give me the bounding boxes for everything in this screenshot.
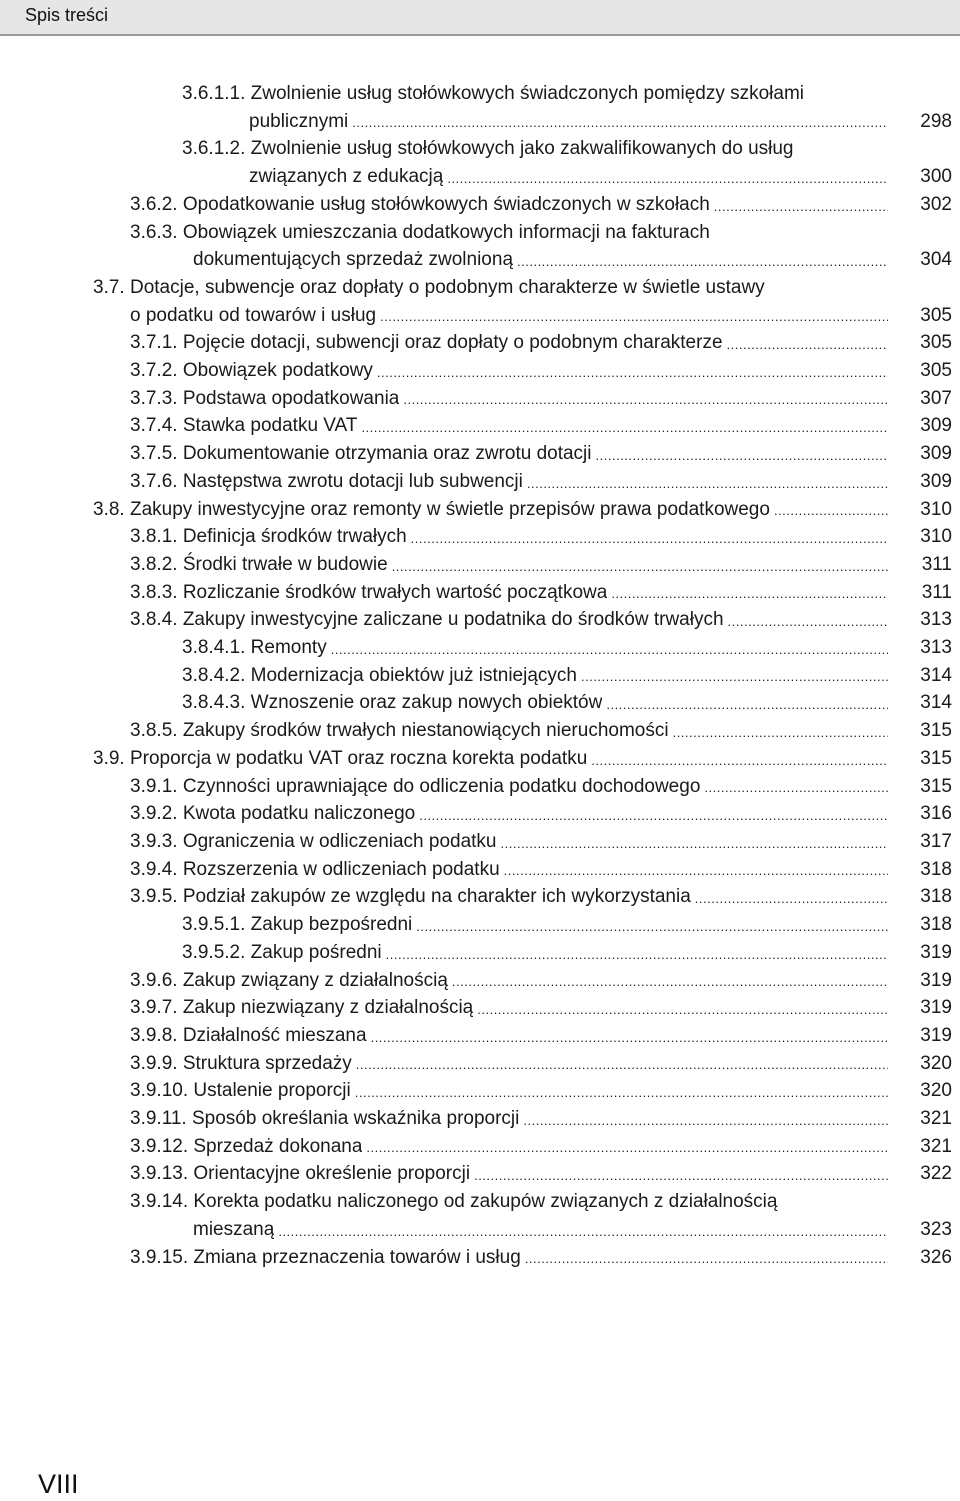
toc-page-number: 320 — [920, 1080, 952, 1102]
toc-entry-title — [0, 856, 888, 884]
toc-entry[interactable] — [0, 80, 960, 135]
toc-page-number: 310 — [920, 526, 952, 548]
dot-leader — [419, 801, 888, 828]
toc-page-number: 314 — [920, 692, 952, 714]
toc-entry[interactable] — [0, 1188, 960, 1243]
toc-entry-line: 3.6.1.2. Zwolnienie usług stołówkowych jako zakwalifikowanych do usług — [182, 138, 794, 160]
dot-leader — [392, 552, 888, 579]
toc-page-number: 309 — [920, 443, 952, 465]
toc-entry-line: 3.8.3. Rozliczanie środków trwałych wartość początkowa — [130, 581, 608, 603]
toc-entry-line: 3.8.4.2. Modernizacja obiektów już istniejących — [182, 664, 577, 686]
toc-entry[interactable] — [0, 967, 960, 995]
toc-entry-title — [0, 1077, 888, 1105]
toc-entry-title — [0, 800, 888, 828]
toc-page-number: 298 — [920, 110, 952, 132]
toc-entry-line: związanych z edukacją — [249, 166, 444, 188]
toc-entry[interactable] — [0, 606, 960, 634]
toc-entry-line: 3.9.8. Działalność mieszana — [130, 1024, 367, 1046]
toc-page-number: 300 — [920, 166, 952, 188]
toc-entry-title — [0, 689, 888, 717]
toc-entry-title — [0, 634, 888, 662]
toc-entry-title — [0, 967, 888, 995]
toc-page-number: 317 — [920, 830, 952, 852]
toc-entry-line: 3.8.4. Zakupy inwestycyjne zaliczane u podatnika do środków trwałych — [130, 609, 724, 631]
toc-entry-line: 3.9.6. Zakup związany z działalnością — [130, 969, 448, 991]
toc-entry[interactable] — [0, 883, 960, 911]
toc-entry[interactable] — [0, 191, 960, 219]
toc-entry[interactable] — [0, 523, 960, 551]
toc-entry-line: 3.7.1. Pojęcie dotacji, subwencji oraz dopłaty o podobnym charakterze — [130, 332, 723, 354]
toc-page-number: 313 — [920, 609, 952, 631]
toc-entry-line: 3.9.9. Struktura sprzedaży — [130, 1052, 352, 1074]
toc-entry[interactable] — [0, 911, 960, 939]
dot-leader — [371, 1023, 888, 1050]
toc-entry[interactable] — [0, 357, 960, 385]
toc-entry-title — [0, 551, 888, 579]
toc-entry-line: mieszaną — [193, 1218, 275, 1240]
toc-entry-title — [0, 274, 888, 329]
dot-leader — [474, 1161, 888, 1188]
table-of-contents — [0, 80, 960, 1271]
toc-page-number: 307 — [920, 387, 952, 409]
toc-entry[interactable] — [0, 1133, 960, 1161]
dot-leader — [606, 690, 888, 717]
toc-entry-title — [0, 745, 888, 773]
toc-entry-line: 3.9.14. Korekta podatku naliczonego od zakupów związanych z działalnością — [130, 1191, 778, 1213]
dot-leader — [403, 385, 888, 412]
toc-entry-title — [0, 994, 888, 1022]
dot-leader — [525, 1244, 888, 1271]
toc-entry[interactable] — [0, 662, 960, 690]
dot-leader — [523, 1106, 888, 1133]
toc-entry[interactable] — [0, 219, 960, 274]
toc-entry-line: 3.8.2. Środki trwałe w budowie — [130, 553, 388, 575]
toc-page-number: 326 — [920, 1246, 952, 1268]
toc-entry[interactable] — [0, 773, 960, 801]
toc-entry-title — [0, 911, 888, 939]
toc-entry-title — [0, 662, 888, 690]
toc-entry[interactable] — [0, 135, 960, 190]
dot-leader — [377, 358, 888, 385]
toc-entry-line: 3.7.6. Następstwa zwrotu dotacji lub subwencji — [130, 470, 523, 492]
toc-page-number: 311 — [921, 553, 952, 575]
toc-entry-line: 3.6.3. Obowiązek umieszczania dodatkowych informacji na fakturach — [130, 221, 710, 243]
toc-entry-title — [0, 440, 888, 468]
toc-entry[interactable] — [0, 800, 960, 828]
toc-entry[interactable] — [0, 1105, 960, 1133]
toc-page-number: 305 — [920, 304, 952, 326]
toc-entry-line: 3.7.5. Dokumentowanie otrzymania oraz zwrotu dotacji — [130, 443, 592, 465]
dot-leader — [386, 940, 888, 967]
toc-entry-title — [0, 1050, 888, 1078]
toc-entry-line: 3.9.5. Podział zakupów ze względu na charakter ich wykorzystania — [130, 886, 691, 908]
dot-leader — [416, 912, 888, 939]
dot-leader — [695, 884, 888, 911]
toc-entry-title — [0, 1160, 888, 1188]
toc-entry[interactable] — [0, 1022, 960, 1050]
dot-leader — [704, 773, 888, 800]
dot-leader — [581, 662, 888, 689]
page-number-footer: VIII — [38, 1469, 79, 1499]
dot-leader — [411, 524, 888, 551]
toc-entry-title — [0, 1188, 888, 1243]
toc-page-number: 322 — [920, 1163, 952, 1185]
toc-entry[interactable] — [0, 634, 960, 662]
toc-entry[interactable] — [0, 329, 960, 357]
toc-page-number: 323 — [920, 1218, 952, 1240]
toc-entry-line: 3.8.4.3. Wznoszenie oraz zakup nowych obiektów — [182, 692, 603, 714]
dot-leader — [501, 829, 888, 856]
toc-page-number: 318 — [920, 886, 952, 908]
toc-entry[interactable] — [0, 1244, 960, 1272]
toc-entry-line: 3.7.4. Stawka podatku VAT — [130, 415, 358, 437]
toc-page-number: 314 — [920, 664, 952, 686]
dot-leader — [477, 995, 888, 1022]
dot-leader — [527, 469, 888, 496]
toc-entry-title — [0, 883, 888, 911]
toc-page-number: 310 — [920, 498, 952, 520]
dot-leader — [447, 164, 888, 191]
toc-page-number: 315 — [920, 720, 952, 742]
toc-entry-title — [0, 412, 888, 440]
toc-entry[interactable] — [0, 745, 960, 773]
toc-entry[interactable] — [0, 468, 960, 496]
toc-entry[interactable] — [0, 939, 960, 967]
toc-page-number: 320 — [920, 1052, 952, 1074]
toc-entry[interactable] — [0, 1077, 960, 1105]
dot-leader — [504, 856, 888, 883]
toc-entry-title — [0, 468, 888, 496]
toc-entry[interactable] — [0, 385, 960, 413]
toc-entry[interactable] — [0, 274, 960, 329]
toc-entry-title — [0, 828, 888, 856]
dot-leader — [452, 967, 888, 994]
dot-leader — [591, 746, 888, 773]
dot-leader — [361, 413, 888, 440]
dot-leader — [596, 441, 888, 468]
dot-leader — [517, 247, 888, 274]
toc-entry[interactable] — [0, 412, 960, 440]
toc-entry-line: publicznymi — [249, 110, 349, 132]
toc-page-number: 304 — [920, 249, 952, 271]
toc-entry[interactable] — [0, 579, 960, 607]
toc-page-number: 321 — [920, 1135, 952, 1157]
toc-entry-line: 3.7.3. Podstawa opodatkowania — [130, 387, 400, 409]
toc-page-number: 319 — [920, 941, 952, 963]
toc-entry-line: 3.9.11. Sposób określania wskaźnika proporcji — [130, 1108, 520, 1130]
toc-page-number: 309 — [920, 415, 952, 437]
toc-entry-title — [0, 329, 888, 357]
toc-entry-title — [0, 191, 888, 219]
toc-entry[interactable] — [0, 717, 960, 745]
toc-entry[interactable] — [0, 856, 960, 884]
toc-entry-title — [0, 606, 888, 634]
toc-page-number: 318 — [920, 858, 952, 880]
toc-entry-line: 3.9.15. Zmiana przeznaczenia towarów i usług — [130, 1246, 521, 1268]
dot-leader — [714, 192, 888, 219]
toc-entry-line: 3.8. Zakupy inwestycyjne oraz remonty w świetle przepisów prawa podatkowego — [93, 498, 770, 520]
toc-entry-title — [0, 135, 888, 190]
toc-entry-line: 3.7.2. Obowiązek podatkowy — [130, 360, 373, 382]
toc-entry-line: 3.9.5.1. Zakup bezpośredni — [182, 914, 413, 936]
toc-entry-title — [0, 219, 888, 274]
dot-leader — [278, 1217, 888, 1244]
toc-entry-line: 3.8.4.1. Remonty — [182, 637, 327, 659]
toc-entry-line: 3.9.12. Sprzedaż dokonana — [130, 1135, 363, 1157]
toc-page-number: 319 — [920, 969, 952, 991]
toc-page-number: 313 — [920, 637, 952, 659]
toc-entry-line: 3.8.1. Definicja środków trwałych — [130, 526, 407, 548]
toc-entry[interactable] — [0, 828, 960, 856]
toc-page-number: 309 — [920, 470, 952, 492]
toc-page-number: 316 — [920, 803, 952, 825]
toc-entry-title — [0, 1022, 888, 1050]
dot-leader — [727, 330, 888, 357]
toc-entry[interactable] — [0, 994, 960, 1022]
dot-leader — [366, 1133, 888, 1160]
section-title: Spis treści — [25, 5, 109, 25]
toc-entry[interactable] — [0, 1160, 960, 1188]
toc-entry-line: 3.8.5. Zakupy środków trwałych niestanowiących nieruchomości — [130, 720, 669, 742]
toc-entry-line: 3.9.10. Ustalenie proporcji — [130, 1080, 351, 1102]
toc-entry-line: 3.9.1. Czynności uprawniające do odliczenia podatku dochodowego — [130, 775, 701, 797]
toc-entry-line: 3.7. Dotacje, subwencje oraz dopłaty o podobnym charakterze w świetle ustawy — [93, 276, 765, 298]
dot-leader — [774, 496, 888, 523]
toc-page-number: 302 — [920, 193, 952, 215]
toc-entry-title — [0, 773, 888, 801]
toc-entry-title — [0, 80, 888, 135]
toc-entry-line: 3.6.1.1. Zwolnienie usług stołówkowych świadczonych pomiędzy szkołami — [182, 83, 805, 104]
toc-entry-title — [0, 523, 888, 551]
dot-leader — [352, 108, 888, 135]
toc-entry-title — [0, 357, 888, 385]
toc-page-number: 315 — [920, 747, 952, 769]
dot-leader — [331, 635, 888, 662]
toc-entry-title — [0, 1244, 888, 1272]
dot-leader — [673, 718, 888, 745]
toc-entry-line: 3.9.3. Ograniczenia w odliczeniach podatku — [130, 830, 497, 852]
toc-page-number: 319 — [920, 997, 952, 1019]
toc-page-number: 311 — [921, 581, 952, 603]
toc-entry[interactable] — [0, 496, 960, 524]
toc-entry-title — [0, 579, 888, 607]
dot-leader — [356, 1050, 888, 1077]
dot-leader — [728, 607, 888, 634]
toc-entry-line: 3.9. Proporcja w podatku VAT oraz roczna korekta podatku — [93, 747, 588, 769]
toc-entry-line: 3.6.2. Opodatkowanie usług stołówkowych świadczonych w szkołach — [130, 193, 710, 215]
toc-entry-title — [0, 1133, 888, 1161]
toc-entry-line: o podatku od towarów i usług — [130, 304, 377, 326]
toc-entry[interactable] — [0, 1050, 960, 1078]
dot-leader — [380, 302, 888, 329]
toc-entry-line: 3.9.4. Rozszerzenia w odliczeniach podatku — [130, 858, 500, 880]
toc-entry-title — [0, 1105, 888, 1133]
toc-entry-line: 3.9.13. Orientacyjne określenie proporcji — [130, 1163, 471, 1185]
toc-entry[interactable] — [0, 689, 960, 717]
toc-page-number: 318 — [920, 914, 952, 936]
toc-page-number: 315 — [920, 775, 952, 797]
toc-entry-title — [0, 939, 888, 967]
header-bar — [0, 0, 960, 36]
toc-page-number: 319 — [920, 1024, 952, 1046]
toc-entry-line: dokumentujących sprzedaż zwolnioną — [193, 249, 514, 271]
toc-entry[interactable] — [0, 440, 960, 468]
toc-page-number: 305 — [920, 360, 952, 382]
toc-entry-line: 3.9.5.2. Zakup pośredni — [182, 941, 382, 963]
dot-leader — [611, 579, 888, 606]
toc-entry-title — [0, 717, 888, 745]
toc-entry-title — [0, 496, 888, 524]
toc-page-number: 321 — [920, 1108, 952, 1130]
toc-entry[interactable] — [0, 551, 960, 579]
dot-leader — [355, 1078, 888, 1105]
toc-entry-line: 3.9.7. Zakup niezwiązany z działalnością — [130, 997, 474, 1019]
toc-entry-title — [0, 385, 888, 413]
toc-page-number: 305 — [920, 332, 952, 354]
toc-entry-line: 3.9.2. Kwota podatku naliczonego — [130, 803, 416, 825]
